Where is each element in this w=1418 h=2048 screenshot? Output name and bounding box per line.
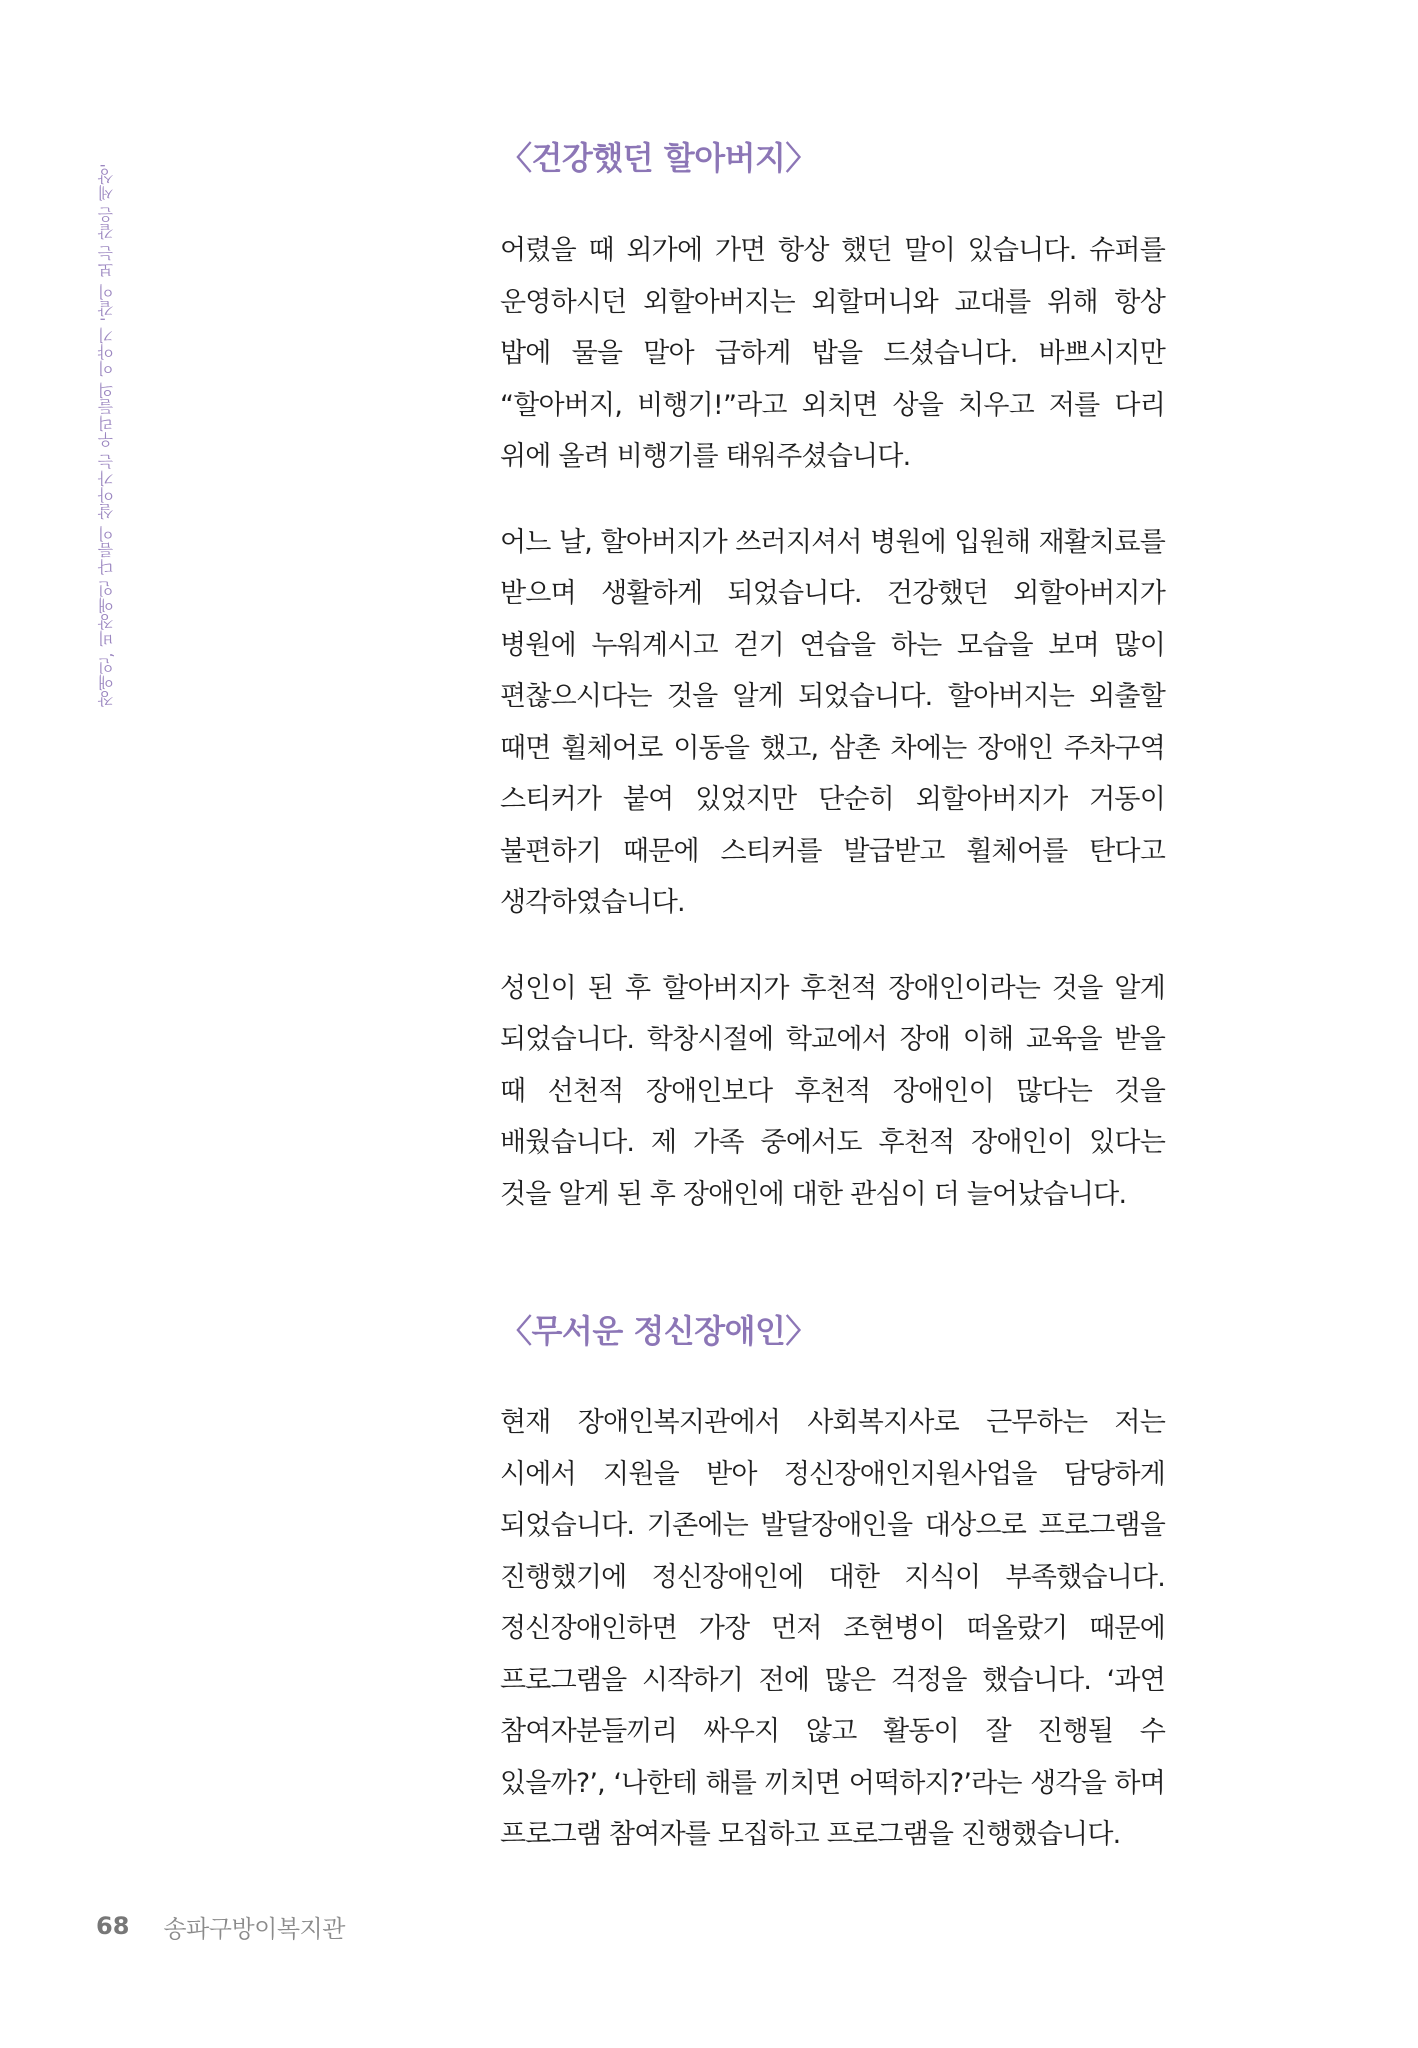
paragraph: 어렸을 때 외가에 가면 항상 했던 말이 있습니다. 슈퍼를 운영하시던 외할아버지는 외할머니와 교대를 위해 항상 밥에 물을 말아 급하게 밥을 드셨습니다. 바쁘시지만 “할아버지, 비행기!”라고 외치면 상을 치우고 저를 다리 위에 올려 비행기를 태워주셨습니다.	[500, 235, 1165, 472]
paragraph: 어느 날, 할아버지가 쓰러지셔서 병원에 입원해 재활치료를 받으며 생활하게 되었습니다. 건강했던 외할아버지가 병원에 누워계시고 걷기 연습을 하는 모습을 보며 많이 편찮으시다는 것을 알게 되었습니다. 할아버지는 외출할 때면 휠체어로 이동을 했고, 삼촌 차에는 장애인 주차구역 스티커가 붙여 있었지만 단순히 외할아버지가 거동이 불편하기 때문에 스티커를 발급받고 휠체어를 탄다고 생각하였습니다.	[500, 526, 1165, 918]
page-number: 68	[96, 1912, 130, 1940]
section-heading: 〈무서운 정신장애인〉	[500, 1312, 817, 1350]
page-footer	[96, 1908, 345, 1944]
organization-name: 송파구방이복지관	[163, 1914, 345, 1943]
main-content	[500, 130, 1165, 1861]
running-title	[88, 150, 124, 720]
section-heading: 〈건강했던 할아버지〉	[500, 139, 817, 177]
running-title-text: 장애인, 비장애인 다름이 살아가는 우리들의 이야기 '같이 보는 같은 세상'	[96, 162, 116, 708]
paragraph: 현재 장애인복지관에서 사회복지사로 근무하는 저는 시에서 지원을 받아 정신장애인지원사업을 담당하게 되었습니다. 기존에는 발달장애인을 대상으로 프로그램을 진행했기에 정신장애인에 대한 지식이 부족했습니다. 정신장애인하면 가장 먼저 조현병이 떠올랐기 때문에 프로그램을 시작하기 전에 많은 걱정을 했습니다. ‘과연 참여자분들끼리 싸우지 않고 활동이 잘 진행될 수 있을까?’, ‘나한테 해를 끼치면 어떡하지?’라는 생각을 하며 프로그램 참여자를 모집하고 프로그램을 진행했습니다.	[500, 1407, 1165, 1850]
paragraph: 성인이 된 후 할아버지가 후천적 장애인이라는 것을 알게 되었습니다. 학창시절에 학교에서 장애 이해 교육을 받을 때 선천적 장애인보다 후천적 장애인이 많다는 것을 배웠습니다. 제 가족 중에서도 후천적 장애인이 있다는 것을 알게 된 후 장애인에 대한 관심이 더 늘어났습니다.	[500, 972, 1165, 1210]
